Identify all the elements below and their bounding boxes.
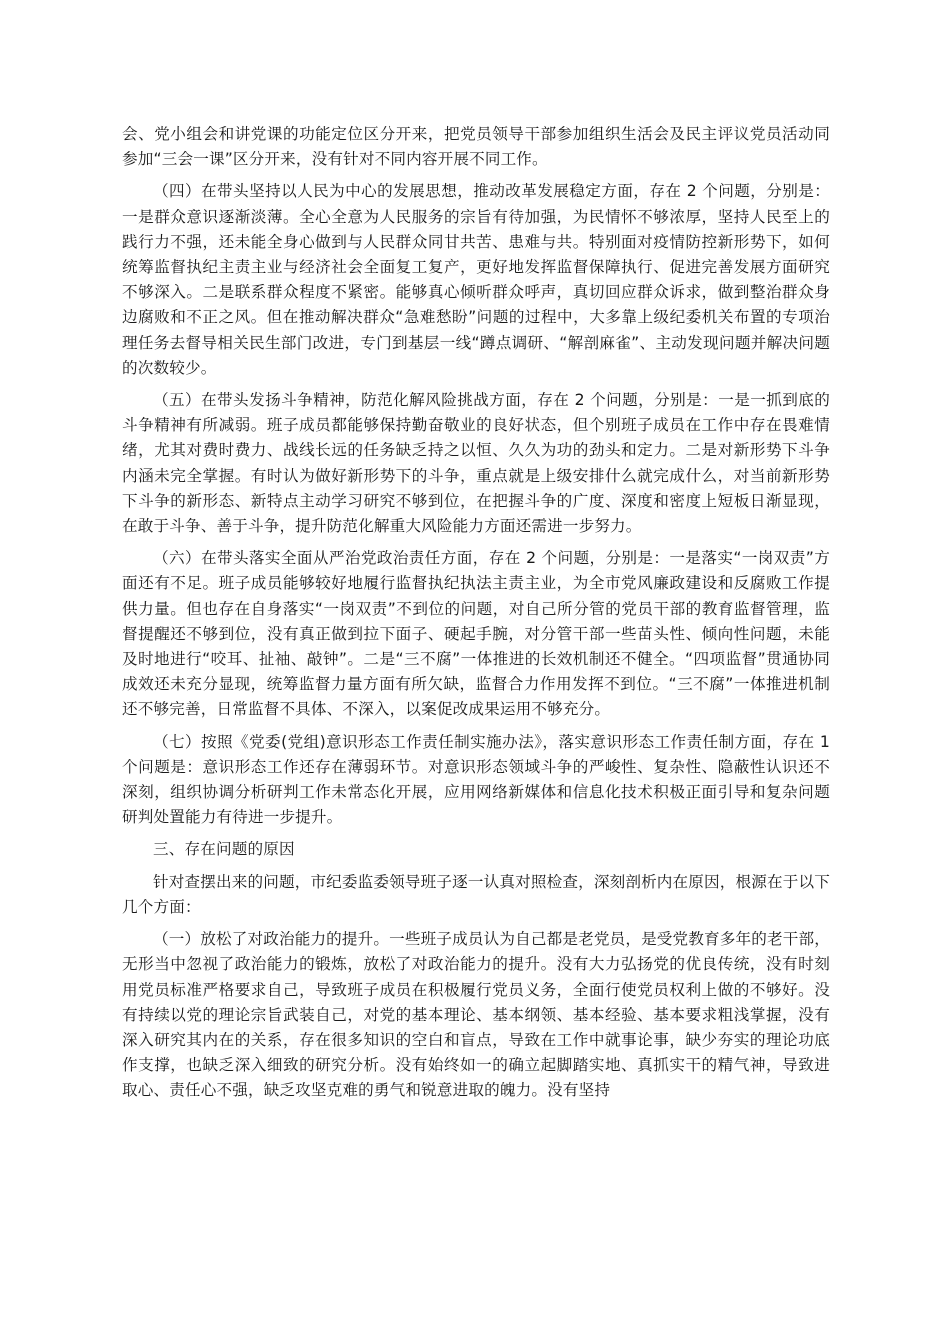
paragraph-continuation: 会、党小组会和讲党课的功能定位区分开来，把党员领导干部参加组织生活会及民主评议党员活动同参加“三会一课”区分开来，没有针对不同内容开展不同工作。 bbox=[122, 125, 830, 169]
paragraph-section-5: （五）在带头发扬斗争精神，防范化解风险挑战方面，存在 2 个问题，分别是：一是一抓到底的斗争精神有所减弱。班子成员都能够保持勤奋敬业的良好状态，但个别班子成员在工作中存在畏难情绪，尤其对费时费力、战线长远的任务缺乏持之以恒、久久为功的劲头和定力。二是对新形势下斗争内涵未完全掌握。有时认为做好新形势下的斗争，重点就是上级安排什么就完成什么，对当前新形势下斗争的新形态、新特点主动学习研究不够到位，在把握斗争的广度、深度和密度上短板日渐显现，在敢于斗争、善于斗争，提升防范化解重大风险能力方面还需进一步努力。 bbox=[122, 391, 830, 536]
paragraph-section-6: （六）在带头落实全面从严治党政治责任方面，存在 2 个问题，分别是：一是落实“一岗双责”方面还有不足。班子成员能够较好地履行监督执纪执法主责主业，为全市党风廉政建设和反腐败工作提供力量。但也存在自身落实“一岗双责”不到位的问题，对自己所分管的党员干部的教育监督管理，监督提醒还不够到位，没有真正做到拉下面子、硬起手腕，对分管干部一些苗头性、倾向性问题，未能及时地进行“咬耳、扯袖、敲钟”。二是“三不腐”一体推进的长效机制还不健全。“四项监督”贯通协同成效还未充分显现，统筹监督力量方面有所欠缺，监督合力作用发挥不到位。“三不腐”一体推进机制还不够完善，日常监督不具体、不深入，以案促改成果运用不够充分。 bbox=[122, 549, 830, 719]
paragraph-causes-intro: 针对查摆出来的问题，市纪委监委领导班子逐一认真对照检查，深刻剖析内在原因，根源在于以下几个方面： bbox=[122, 872, 830, 916]
paragraph-section-4: （四）在带头坚持以人民为中心的发展思想，推动改革发展稳定方面，存在 2 个问题，分别是：一是群众意识逐渐淡薄。全心全意为人民服务的宗旨有待加强，为民情怀不够浓厚，坚持人民至上的践行力不强，还未能全身心做到与人民群众同甘共苦、患难与共。特别面对疫情防控新形势下，如何统筹监督执纪主责主业与经济社会全面复工复产，更好地发挥监督保障执行、促进完善发展方面研究不够深入。二是联系群众程度不紧密。能够真心倾听群众呼声，真切回应群众诉求，做到整治群众身边腐败和不正之风。但在推动解决群众“急难愁盼”问题的过程中，大多靠上级纪委机关布置的专项治理任务去督导相关民生部门改进，专门到基层一线“蹲点调研、“解剖麻雀”、主动发现问题并解决问题的次数较少。 bbox=[122, 182, 830, 377]
paragraph-section-7: （七）按照《党委(党组)意识形态工作责任制实施办法》，落实意识形态工作责任制方面，存在 1 个问题是：意识形态工作还存在薄弱环节。对意识形态领域斗争的严峻性、复杂性、隐蔽性认识还不深刻，组织协调分析研判工作未常态化开展，应用网络新媒体和信息化技术积极正面引导和复杂问题研判处置能力有待进一步提升。 bbox=[122, 732, 830, 827]
paragraph-cause-1: （一）放松了对政治能力的提升。一些班子成员认为自己都是老党员，是受党教育多年的老干部，无形当中忽视了政治能力的锻炼，放松了对政治能力的提升。没有大力弘扬党的优良传统，没有时刻用党员标准严格要求自己，导致班子成员在积极履行党员义务，全面行使党员权利上做的不够好。没有持续以党的理论宗旨武装自己，对党的基本理论、基本纲领、基本经验、基本要求粗浅掌握，没有深入研究其内在的关系，存在很多知识的空白和盲点，导致在工作中就事论事，缺少夯实的理论功底作支撑，也缺乏深入细致的研究分析。没有始终如一的确立起脚踏实地、真抓实干的精气神，导致进取心、责任心不强，缺乏攻坚克难的勇气和锐意进取的魄力。没有坚持 bbox=[122, 930, 830, 1100]
document-page bbox=[122, 122, 830, 1104]
section-heading-causes: 三、存在问题的原因 bbox=[153, 840, 295, 859]
